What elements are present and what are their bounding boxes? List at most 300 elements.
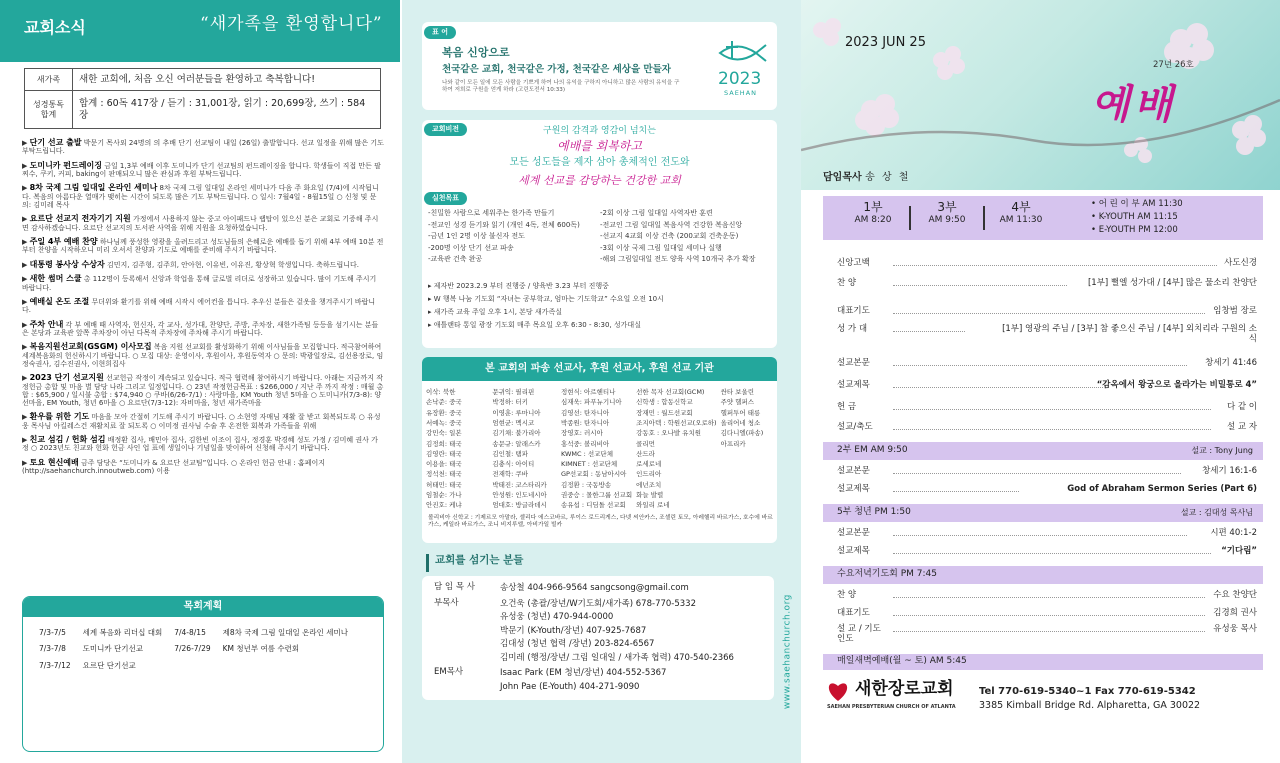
order-value: 설 교 자 xyxy=(1226,422,1257,432)
servant-role: EM목사 xyxy=(434,667,464,677)
youth-preacher: 설교 : 김대성 목사님 xyxy=(1180,508,1253,517)
mission-cell: 손낙준: 중국 xyxy=(426,398,462,407)
news-item-body: 금일 1,3부 예배 이후 도미니카 단기 선교팀의 펀드레이징을 합니다. 학생들이 직접 만든 팔찌수, 쿠키, 커피, baking이 판매되오니 많은 관심과 후원 부탁드립니다. xyxy=(22,161,381,179)
motto-line2: 천국같은 교회, 천국같은 가정, 천국같은 세상을 만들자 xyxy=(442,64,671,75)
mission-cell: 김영란: 태국 xyxy=(426,449,462,458)
schedule-cell: 요르단 단기선교 xyxy=(82,660,136,670)
news-item-title: 8차 국제 그림 일대일 온라인 세미나 xyxy=(29,183,158,193)
order-label: 설교본문 xyxy=(837,466,870,476)
motto-verse: 나와 같이 모든 일에 모든 사람을 기쁘게 하여 나의 유익을 구하지 아니하고 많은 사람의 유익을 구하여 저희로 구원을 얻게 하라 (고린도전서 10:33) xyxy=(442,80,680,93)
order-label: 설교/축도 xyxy=(837,422,873,432)
order-value: [1부] 영광의 주님 / [3부] 참 좋으신 주님 / [4부] 외치리라 구원의 소식 xyxy=(1002,324,1257,344)
mission-cell: 헬퍼투어 태릉 xyxy=(720,408,761,417)
news-item-body: 박문기 목사외 24명의 의 추배 단기 선교팀이 내일 (26일) 출발합니다. 선교 일정을 위해 많은 기도 부탁드립니다. xyxy=(22,139,384,156)
missions-title: 본 교회의 파송 선교사, 후원 선교사, 후원 선교 기관 xyxy=(422,357,777,381)
mission-cell xyxy=(719,500,777,510)
servant-line: John Pae (E-Youth) 404-271-9090 xyxy=(500,681,640,692)
programs-list xyxy=(428,280,773,332)
em-service-band xyxy=(823,442,1263,460)
schedule-cell: 7/26-7/29 xyxy=(174,644,211,654)
table-row xyxy=(424,387,777,397)
issue-date: 2023 JUN 25 xyxy=(845,35,926,50)
table-row xyxy=(424,480,777,490)
servants-title: 교회를 섬기는 분들 xyxy=(426,554,776,572)
extra-service-text: 어 린 이 부 AM 11:30 xyxy=(1098,199,1183,209)
mission-cell: GP선교회 : 동남아시아 xyxy=(560,470,627,479)
news-item-title: 친교 섬김 / 헌화 섬김 xyxy=(29,435,106,444)
news-item-body: 김민지, 김주형, 김주희, 안아현, 이유빈, 이유진, 황상혁 학생입니다. 축하드립니다. xyxy=(106,260,359,269)
news-item-title: 단기 선교 출발 xyxy=(29,138,82,147)
news-item-title: 2023 단기 선교지원 xyxy=(29,373,104,383)
news-column xyxy=(0,0,400,763)
schedule-title: 목회계획 xyxy=(23,597,383,617)
news-item-title: 예배실 온도 조절 xyxy=(29,296,90,306)
table-row xyxy=(424,408,777,418)
contact-tel: Tel 770-619-5340~1 Fax 770-619-5342 xyxy=(979,686,1196,697)
schedule-cell: 7/4-8/15 xyxy=(174,628,206,637)
service-clock: AM 11:30 xyxy=(999,215,1043,225)
service-time xyxy=(841,200,905,226)
schedule-box xyxy=(22,596,384,752)
mission-cell: 이용을: 태국 xyxy=(426,460,462,469)
news-item-body: 선교헌금 작정이 계속되고 있습니다. 적극 협력해 참여하시기 바랍니다. 아래는 지금까지 작정헌금 총합 및 마음 별 담당 나라 그리고 일정입니다. ○ 23년 작정헌금목표 : $266,000 / 지난 주 까지 작정 : 매월 총합 : $65,900 / 일시불 총합 : $74,940 ○ 쿠바(6/26-7/1) : 사랑마을, KM Youth 청년 5마을 ○ 도미니카(7/3-8): 양선마을, EM Youth, 청년 6마을 ○ 요르단(7/3-12): 자비마을, 청년 새가족마을 xyxy=(22,374,384,408)
mission-cell: 김정환 : 국동방송 xyxy=(560,480,612,489)
extra-service-item: • E-YOUTH PM 12:00 xyxy=(1091,225,1178,235)
program-item: ▸ 새가족 교육 주일 오후 1시, 본당 새가족실 xyxy=(428,308,562,316)
youth-service-header: 5부 청년 PM 1:50 xyxy=(837,507,911,517)
servant-line: 송상철 404-966-9564 sangcsong@gmail.com xyxy=(500,583,689,593)
mission-cell: 송문규: 알래스카 xyxy=(492,439,541,448)
mission-cell: 유장환: 중국 xyxy=(426,408,462,417)
leader-dots xyxy=(893,265,1217,266)
order-label: 찬 양 xyxy=(837,590,857,600)
mission-cell: 아프리카 xyxy=(720,439,746,448)
goal-item: -친밀한 사람으로 세워주는 한가족 만들기 xyxy=(428,209,555,217)
mission-cell: 강민숙: 일본 xyxy=(426,429,462,438)
vision-line: 세계 선교를 감당하는 건강한 교회 xyxy=(518,174,681,187)
mission-cell: 선한 목자 선교회(GCM) xyxy=(636,388,705,397)
program-item: ▸ 제자반 2023.2.9 부터 진행중 / 양육반 3.23 부터 진행중 xyxy=(428,282,609,290)
order-label: 설교제목 xyxy=(837,380,870,390)
order-value: 창세기 41:46 xyxy=(1205,358,1257,368)
leader-dots xyxy=(893,331,965,332)
news-item: ▶ 8차 국제 그림 일대일 온라인 세미나 8차 국제 그림 일대일 온라인 세미나가 다음 주 화요일 (7/4)에 시작됩니다. 복음의 아름다운 열매가 맺히는 시간이 되도록 많은 기도 부탁드립니다. ○ 일시: 7월4일 - 8월15일 ○ 신청 및 문의: 김미레 목사 xyxy=(22,183,379,210)
mission-cell: 인드리아 xyxy=(636,470,662,479)
church-name: 새한장로교회 xyxy=(855,679,954,699)
worship-column xyxy=(801,0,1280,763)
order-row xyxy=(837,622,1261,644)
schedule-cell: 도미니카 단기선교 xyxy=(82,644,143,654)
mission-cell: 임철순: 가나 xyxy=(426,491,462,500)
pastor-label: 담임목사 xyxy=(823,172,862,183)
mission-cell: 신학생 : 합동신학교 xyxy=(636,398,693,407)
order-label: 설교본문 xyxy=(837,528,870,538)
table-row xyxy=(424,469,777,479)
leader-dots xyxy=(893,473,1181,474)
table-row xyxy=(424,459,777,469)
order-label: 대표기도 xyxy=(837,306,870,316)
table-row xyxy=(25,91,381,129)
goal-item: -해외 그림일대일 전도 양육 사역 10개국 추가 확장 xyxy=(600,255,756,263)
order-row xyxy=(837,420,1261,438)
youth-service-band xyxy=(823,504,1263,522)
info-label: 새가족 xyxy=(25,69,73,91)
news-list xyxy=(22,138,384,480)
news-item: ▶ 요르단 선교지 전자기기 지원 가정에서 사용하지 않는 중고 아이패드나 랩탑이 있으신 분은 교회로 기증해 주시면 감사하겠습니다. 요르단 선교지의 도서관 사역을 위해 지원을 요청하였습니다. xyxy=(22,214,379,232)
mission-cell: 이삭: 북한 xyxy=(426,388,456,397)
leader-dots xyxy=(893,631,1205,632)
service-time xyxy=(915,200,979,226)
mission-cell: 에넌조치 xyxy=(636,480,662,489)
goal-item: -금년 1인 2명 이상 불신자 전도 xyxy=(428,232,525,240)
mission-cell: 김충식: 아이티 xyxy=(492,460,535,469)
leader-dots xyxy=(893,365,1187,366)
news-item-body: 마음을 모아 간절히 기도해 주시기 바랍니다. ○ 소현영 자매님 재활 잘 받고 회복되도록 ○ 유성웅 목사님 아킬레스건 재활치료 잘 되도록 ○ 이미정 권사님 수술 후 온전한 회복과 가족들을 위해 xyxy=(22,413,381,430)
service-times-band xyxy=(823,196,1263,240)
mission-cell: 홍석중: 볼리비아 xyxy=(560,439,610,448)
schedule-cell: KM 청년부 여름 수련회 xyxy=(222,644,300,654)
leader-dots xyxy=(893,313,1205,314)
news-item: ▶ 친교 섬김 / 헌화 섬김 배정환 집사, 배민아 집사, 김한빈 이조이 집사, 정경훈 박경혜 성도 가정 / 김미혜 권사 가정 ○ 2023년도 친교와 헌화 헌금 사인 업 표에 생일이나 기념일을 맞이하여 신청해 주시기 바랍니다. xyxy=(22,435,378,453)
church-logo-icon xyxy=(825,680,851,702)
news-item-title: 주차 안내 xyxy=(29,319,64,329)
servant-line: Isaac Park (EM 청년/장년) 404-552-5367 xyxy=(500,668,667,678)
mission-cell xyxy=(719,480,777,490)
vision-line: 구원의 감격과 영감이 넘치는 xyxy=(543,126,656,136)
mission-cell: 안진호: 케냐 xyxy=(426,501,462,510)
servant-group xyxy=(428,598,772,666)
leader-dots xyxy=(893,553,1211,554)
leader-dots xyxy=(893,285,1067,286)
order-value: 수요 찬양단 xyxy=(1213,590,1257,600)
program-text: 새가족 교육 주일 오후 1시, 본당 새가족실 xyxy=(433,308,562,316)
leader-dots xyxy=(893,535,1187,536)
goals-left xyxy=(428,208,603,266)
goal-item: -선교지 4교회 이상 건축 (200교회 건축운동) xyxy=(600,232,739,240)
order-label: 헌 금 xyxy=(837,402,857,412)
table-row xyxy=(424,490,777,500)
vision-box xyxy=(422,120,777,348)
dawn-service: 매일새벽예배(월 ~ 토) AM 5:45 xyxy=(837,656,967,666)
order-row xyxy=(837,304,1261,322)
vision-line: 예배를 회복하고 xyxy=(557,139,642,153)
news-item-title: 대통령 봉사상 수상자 xyxy=(29,259,105,269)
table-row xyxy=(25,69,381,91)
mission-cell: 강동호 : 오나발 유치원 xyxy=(636,429,702,438)
mission-cell: 김다니엘(파송) xyxy=(720,429,764,438)
servant-line: 박문기 (K-Youth/장년) 407-925-7687 xyxy=(500,625,647,636)
info-label: 성경통독 합계 xyxy=(25,91,73,129)
order-value: 사도신경 xyxy=(1224,258,1257,268)
order-row xyxy=(837,400,1261,418)
service-time xyxy=(989,200,1053,226)
order-label: 설 교 / 기도인도 xyxy=(837,624,881,644)
order-row xyxy=(837,256,1261,274)
order-row xyxy=(837,378,1261,396)
missions-box xyxy=(422,357,777,543)
mission-cell: 박태진: 코스타리카 xyxy=(492,480,547,489)
service-clock: AM 8:20 xyxy=(854,215,892,225)
order-label: 설교제목 xyxy=(837,546,870,556)
news-item-title: 복음지원선교회(GSGM) 이사모집 xyxy=(29,342,152,352)
mission-cell xyxy=(719,449,777,459)
order-label: 찬 양 xyxy=(837,278,857,288)
motto-line1: 복음 신앙으로 xyxy=(442,46,510,59)
missions-footer: 볼리비아 신학교 : 기제르모 아말라, 셀리다 에스코바르, 루이스 로드리게스, 다넷 씨안카스, 조셀린 토모, 아레헬리 바르가스, 호수에 바르가스, 케일라 바르가스, 조니 비지루엘, 아비가일 빌카 xyxy=(428,515,773,529)
mission-cell: 권중승 : 몰한그룹 선교회 xyxy=(560,491,633,500)
news-item-body: 가정에서 사용하지 않는 중고 아이패드나 랩탑이 있으신 분은 교회로 기증해 주시면 감사하겠습니다. 요르단 선교지의 도서관 사역을 위해 지원을 요청하였습니다. xyxy=(22,215,379,232)
order-row xyxy=(837,482,1261,500)
servants-box xyxy=(422,576,774,700)
mission-cell: 엄현균: 멕시코 xyxy=(492,418,535,427)
order-row xyxy=(837,588,1261,606)
servant-line: 유성웅 (청년) 470-944-0000 xyxy=(500,612,614,622)
extra-service-text: E-YOUTH PM 12:00 xyxy=(1098,225,1178,235)
table-row xyxy=(424,500,777,510)
mission-cell: 김영선: 탄자니아 xyxy=(560,408,610,417)
order-label: 설교본문 xyxy=(837,358,870,368)
mission-cell: 심재욱: 파푸뉴기니아 xyxy=(560,398,622,407)
leader-dots xyxy=(893,597,1205,598)
servant-line: 김미레 (행정/장년/ 그림 일대일 / 새가족 협력) 470-540-2366 xyxy=(500,652,734,663)
mission-cell: 김인철: 탬파 xyxy=(492,449,528,458)
motto-box xyxy=(422,22,777,110)
mission-cell: 박종원: 탄자니아 xyxy=(560,418,610,427)
pastor-name: 송 상 철 xyxy=(865,172,911,183)
news-item-title: 토요 현신예배 xyxy=(29,457,79,467)
schedule-cell xyxy=(168,658,216,674)
table-row xyxy=(424,397,777,407)
order-value: [1부] 뻘엘 성가대 / [4부] 많은 물소리 찬양단 xyxy=(1087,278,1257,288)
year-subtitle: SAEHAN xyxy=(724,89,757,97)
news-item-title: 환우를 위한 기도 xyxy=(29,412,90,422)
table-row xyxy=(33,658,354,674)
order-value: 창세기 16:1-6 xyxy=(1202,466,1257,476)
year-mark: 2023 xyxy=(718,69,762,89)
table-row xyxy=(33,641,354,657)
blossom-icon xyxy=(801,0,1280,190)
order-row xyxy=(837,526,1261,544)
mission-cell xyxy=(719,490,777,500)
news-item: ▶ 도미니카 펀드레이징 금일 1,3부 예배 이후 도미니카 단기 선교팀의 펀드레이징을 합니다. 학생들이 직접 만든 팔찌수, 쿠키, 커피, baking이 판매되오니 많은 관심과 후원 부탁드립니다. xyxy=(22,160,381,179)
goal-item: -2회 이상 그림 일대일 사역자반 훈련 xyxy=(600,209,713,217)
program-item: ▸ W 행복 나눔 기도회 “자녀는 공부학교, 엄마는 기도학교” 수요일 오전 10시 xyxy=(428,295,664,303)
info-text: 합계 : 60독 417장 / 듣기 : 31,001장, 읽기 : 20,699장, 쓰기 : 584장 xyxy=(73,91,381,129)
goal-item: -200명 이상 단기 선교 파송 xyxy=(428,243,514,252)
table-row xyxy=(424,449,777,459)
mission-cell: 박정하: 터키 xyxy=(492,398,528,407)
servant-group xyxy=(428,667,772,694)
mission-cell: 허태민: 태국 xyxy=(426,480,462,489)
program-text: W 행복 나눔 기도회 “자녀는 공부학교, 엄마는 기도학교” 수요일 오전 10시 xyxy=(433,295,664,303)
mission-cell: 와일리 로네 xyxy=(636,501,670,510)
news-item-body: 배정환 집사, 배민아 집사, 김한빈 이조이 집사, 정경훈 박경혜 성도 가정 / 김미혜 권사 가정 ○ 2023년도 친교와 헌화 헌금 사인 업 표에 생일이나 기념일을 맞이하여 신청해 주시기 바랍니다. xyxy=(22,436,378,453)
em-service-header: 2부 EM AM 9:50 xyxy=(837,445,908,455)
news-item: ▶ 단기 선교 출발 박문기 목사외 24명의 의 추배 단기 선교팀이 내일 (26일) 출발합니다. 선교 일정을 위해 많은 기도 부탁드립니다. xyxy=(22,138,384,156)
vision-tag: 교회비전 xyxy=(424,123,467,136)
order-row xyxy=(837,276,1261,294)
mission-cell: 정현식: 아르헨티나 xyxy=(560,388,616,397)
mission-cell: 장재민 : 월드선교회 xyxy=(636,408,693,417)
order-row xyxy=(837,544,1261,562)
mission-cell: 산드라 xyxy=(636,449,655,458)
news-item-body: 8차 국제 그림 일대일 온라인 세미나가 다음 주 화요일 (7/4)에 시작됩니다. 복음의 아름다운 열매가 맺히는 시간이 되도록 많은 기도 부탁드립니다. ○ 일시: 7월4일 - 8월15일 ○ 신청 및 문의: 김미레 목사 xyxy=(22,184,379,210)
leader-dots xyxy=(893,615,1205,616)
order-value: 시편 40:1-2 xyxy=(1210,528,1257,538)
program-text: 애틀랜타 통일 광장 기도회 매주 목요일 오후 6:30 - 8:30, 성가대실 xyxy=(433,321,641,329)
mission-cell: 조지아텍 : 학원선교(오로하) xyxy=(636,418,717,427)
order-value: “기다림” xyxy=(1221,546,1257,556)
schedule-cell: 7/3-7/8 xyxy=(39,644,66,654)
mission-cell: 문귀익: 필리핀 xyxy=(492,388,535,397)
mission-cell: KWMC : 선교단체 xyxy=(560,449,613,458)
schedule-cell: 제8차 국제 그림 일대일 온라인 세미나 xyxy=(222,628,348,637)
fish-cross-icon xyxy=(712,38,770,68)
order-value: God of Abraham Sermon Series (Part 6) xyxy=(1067,484,1257,494)
mission-cell: 이영훈: 루마니아 xyxy=(492,408,541,417)
extra-service-item: • K-YOUTH AM 11:15 xyxy=(1091,212,1178,222)
table-row xyxy=(424,438,777,448)
news-item-body: 복음 지원 선교회를 활성화하기 위해 이사님들을 모집합니다. 적극참여하여 세계복음화의 헌신하시기 바랍니다. ○ 모집 대상: 운영이사, 후원이사, 후원동역자 ○ 문의: 박광일장로, 김선용장로, 임정숙권사, 김수진권사, 이현희집사 xyxy=(22,343,384,368)
goal-item: -전교인 그림 일대일 복음사역 건강한 복음신앙 xyxy=(600,220,743,229)
welcome-slogan: “새가족을 환영합니다” xyxy=(200,14,383,34)
mission-cell xyxy=(719,469,777,479)
servant-role: 담 임 목 사 xyxy=(434,582,475,592)
servant-line: 김대성 (청년 협력 /장년) 203-824-6567 xyxy=(500,639,655,649)
website-url-box xyxy=(778,580,792,730)
news-item-body: 무더위와 환기를 위해 예배 시작시 에어컨을 틉니다. 추우신 분들은 겉옷을 챙겨주시기 바랍니다. xyxy=(22,297,376,315)
news-item-body: 금주 담당은 “도미니카 & 요르단 선교팀”입니다. ○ 온라인 헌금 안내 : 홈페이지(http://saehanchurch.innoutweb.com) 이용 xyxy=(22,458,325,476)
order-value: “감옥에서 왕궁으로 올라가는 비밀통로 4” xyxy=(1096,380,1257,390)
service-name: 4부 xyxy=(1011,200,1031,214)
order-row xyxy=(837,356,1261,374)
divider xyxy=(909,206,911,230)
news-item: ▶ 주차 안내 각 부 예배 때 사역자, 헌신자, 각 교사, 성가대, 찬양단, 주방, 주차장, 새한가족팀 등등을 섬기시는 분들은 본당과 교육관 앞쪽 주차장이 아닌 다목적 주차장에 주차해 주시기 바랍니다. xyxy=(22,319,379,337)
leader-dots xyxy=(893,491,1019,492)
news-item: ▶ 복음지원선교회(GSGM) 이사모집 복음 지원 선교회를 활성화하기 위해 이사님들을 모집합니다. 적극참여하여 세계복음화의 헌신하시기 바랍니다. ○ 모집 대상: 운영이사, 후원이사, 후원동역자 ○ 문의: 박광일장로, 김선용장로, 임정숙권사, 김수진권사, 이현희집사 xyxy=(22,342,384,368)
schedule-cell: 세계 복음화 리더십 대회 xyxy=(82,628,163,637)
goals-right xyxy=(600,208,775,266)
leader-dots xyxy=(893,429,1211,430)
order-value: 다 같 이 xyxy=(1226,402,1257,412)
missions-table xyxy=(424,387,777,511)
leader-dots xyxy=(893,387,1103,388)
goal-item: -전교인 성경 듣기와 읽기 (개인 4독, 전체 600독) xyxy=(428,220,580,229)
news-item-title: 도미니카 펀드레이징 xyxy=(29,160,102,170)
mission-cell: 싼타 보울린 xyxy=(720,388,755,397)
leader-dots xyxy=(893,409,1211,410)
info-table xyxy=(24,68,381,129)
em-preacher: 설교 : Tony Jung xyxy=(1191,446,1253,455)
mission-cell: 화늘 발렬 xyxy=(636,491,664,500)
mission-cell: 서예녹: 중국 xyxy=(426,418,462,427)
issue-number: 27년 26호 xyxy=(1153,60,1194,70)
mission-cell: 안성원: 인도네시아 xyxy=(492,491,547,500)
wednesday-service-band xyxy=(823,566,1263,584)
mission-cell: 콜리먼 xyxy=(636,439,655,448)
mission-cell: 엄대호: 방글라데시 xyxy=(492,501,547,510)
program-item: ▸ 애틀랜타 통일 광장 기도회 매주 목요일 오후 6:30 - 8:30, 성가대실 xyxy=(428,321,641,329)
mission-cell: 장영호: 러시아 xyxy=(560,429,603,438)
worship-title: 예배 xyxy=(1091,82,1177,128)
news-item-title: 새한 썸머 스쿨 xyxy=(29,274,82,284)
news-item: ▶ 주일 4부 예배 찬양 하나님께 풍성한 영광을 올려드리고 성도님들의 은혜로운 예배를 돕기 위해 4부 예배 10분 전부터 찬양을 시작하오니 미리 오셔서 찬양과 기도로 예배를 준비해 주시기 바랍니다. xyxy=(22,237,384,255)
goal-item: -교육관 건축 완공 xyxy=(428,255,483,263)
table-row xyxy=(424,418,777,428)
mission-cell: KIMNET : 선교단체 xyxy=(560,460,618,469)
servant-lines xyxy=(500,598,772,666)
news-title: 교회소식 xyxy=(24,18,86,37)
order-label: 설교제목 xyxy=(837,484,870,494)
info-text: 새한 교회에, 처음 오신 여러분들을 환영하고 축복합니다! xyxy=(73,69,381,91)
schedule-cell xyxy=(217,658,354,674)
news-item: ▶ 2023 단기 선교지원 선교헌금 작정이 계속되고 있습니다. 적극 협력해 참여하시기 바랍니다. 아래는 지금까지 작정헌금 총합 및 마음 별 담당 나라 그리고 일정입니다. ○ 23년 작정헌금목표 : $266,000 / 지난 주 까지 작정 : 매월 총합 : $65,900 / 일시불 총합 : $74,940 ○ 쿠바(6/26-7/1) : 사랑마을, KM Youth 청년 5마을 ○ 도미니카(7/3-8): 양선마을, EM Youth, 청년 6마을 ○ 요르단(7/3-12): 자비마을, 청년 새가족마을 xyxy=(22,373,384,408)
church-name-en: SAEHAN PRESBYTERIAN CHURCH OF ATLANTA xyxy=(827,704,956,710)
mission-cell: 송유섭 : 디딤돌 선교회 xyxy=(560,501,626,510)
servant-lines xyxy=(500,667,772,694)
order-value: 김경희 권사 xyxy=(1213,608,1257,618)
servant-lines xyxy=(500,582,772,596)
table-row xyxy=(33,625,354,641)
goals-tag: 실천목표 xyxy=(424,192,467,205)
vision-line: 모든 성도들을 제자 삼아 총체적인 전도와 xyxy=(509,157,690,168)
dawn-service-band xyxy=(823,654,1263,670)
news-item-body: 하나님께 풍성한 영광을 올려드리고 성도님들의 은혜로운 예배를 돕기 위해 4부 예배 10분 전부터 찬양을 시작하오니 미리 오셔서 찬양과 기도로 예배를 준비해 주시기 바랍니다. xyxy=(22,238,384,255)
news-item-title: 주일 4부 예배 찬양 xyxy=(29,237,98,246)
order-label: 대표기도 xyxy=(837,608,870,618)
mission-cell: 김기채: 불가리아 xyxy=(492,429,541,438)
extra-services xyxy=(1091,198,1183,237)
servant-group xyxy=(428,582,772,596)
order-value: 유성웅 목사 xyxy=(1213,624,1257,634)
servant-line: 오건욱 (총괄/장년/W기도회/새가족) 678-770-5332 xyxy=(500,598,696,609)
senior-pastor-line xyxy=(823,172,910,185)
extra-service-item: • 어 린 이 부 AM 11:30 xyxy=(1091,199,1183,209)
website-url[interactable]: www.saehanchurch.org xyxy=(782,594,793,710)
schedule-table xyxy=(33,625,354,674)
order-value: 임창범 장로 xyxy=(1213,306,1257,316)
news-item: ▶ 토요 현신예배 금주 담당은 “도미니카 & 요르단 선교팀”입니다. ○ 온라인 헌금 안내 : 홈페이지(http://saehanchurch.innoutweb.com) 이용 xyxy=(22,457,325,476)
service-name: 1부 xyxy=(863,200,883,214)
church-address: 3385 Kimball Bridge Rd. Alpharetta, GA 30022 xyxy=(979,700,1201,711)
blossom-banner xyxy=(801,0,1280,190)
wednesday-service-header: 수요저녁기도회 PM 7:45 xyxy=(837,569,937,579)
news-item-title: 요르단 선교지 전자기기 지원 xyxy=(29,214,131,224)
mission-cell: 김정희: 태국 xyxy=(426,439,462,448)
order-row xyxy=(837,322,1261,344)
mission-cell: 로세로네 xyxy=(636,460,662,469)
service-name: 3부 xyxy=(937,200,957,214)
news-item: ▶ 대통령 봉사상 수상자 김민지, 김주형, 김주희, 안아현, 이유빈, 이유진, 황상혁 학생입니다. 축하드립니다. xyxy=(22,259,359,269)
mission-cell: 정석천: 태국 xyxy=(426,470,462,479)
schedule-cell: 7/3-7/5 xyxy=(39,628,66,637)
news-item: ▶ 예배실 온도 조절 무더위와 환기를 위해 예배 시작시 에어컨을 틉니다. 추우신 분들은 겉옷을 챙겨주시기 바랍니다. xyxy=(22,296,376,315)
divider xyxy=(983,206,985,230)
order-row xyxy=(837,464,1261,482)
mission-cell: 올리어네 청소 xyxy=(720,418,761,427)
news-header xyxy=(0,0,400,62)
vision-column xyxy=(402,0,801,763)
table-row xyxy=(424,428,777,438)
mission-cell: 주얏 헬퍼스 xyxy=(720,398,755,407)
news-item-body: 총 112명이 등록해서 신앙과 학업을 통해 글로벌 리더로 성장하고 있습니다. 많이 기도해 주시기 바랍니다. xyxy=(22,275,377,292)
news-item-body: 각 부 예배 때 사역자, 헌신자, 각 교사, 성가대, 찬양단, 주방, 주차장, 새한가족팀 등등을 섬기시는 분들은 본당과 교육관 앞쪽 주차장이 아닌 다목적 주차장에 주차해 주시기 바랍니다. xyxy=(22,320,379,337)
program-text: 제자반 2023.2.9 부터 진행중 / 양육반 3.23 부터 진행중 xyxy=(433,282,609,290)
service-clock: AM 9:50 xyxy=(928,215,966,225)
schedule-cell: 7/3-7/12 xyxy=(39,660,71,670)
motto-tag: 표 어 xyxy=(424,26,456,39)
extra-service-text: K-YOUTH AM 11:15 xyxy=(1098,212,1178,222)
